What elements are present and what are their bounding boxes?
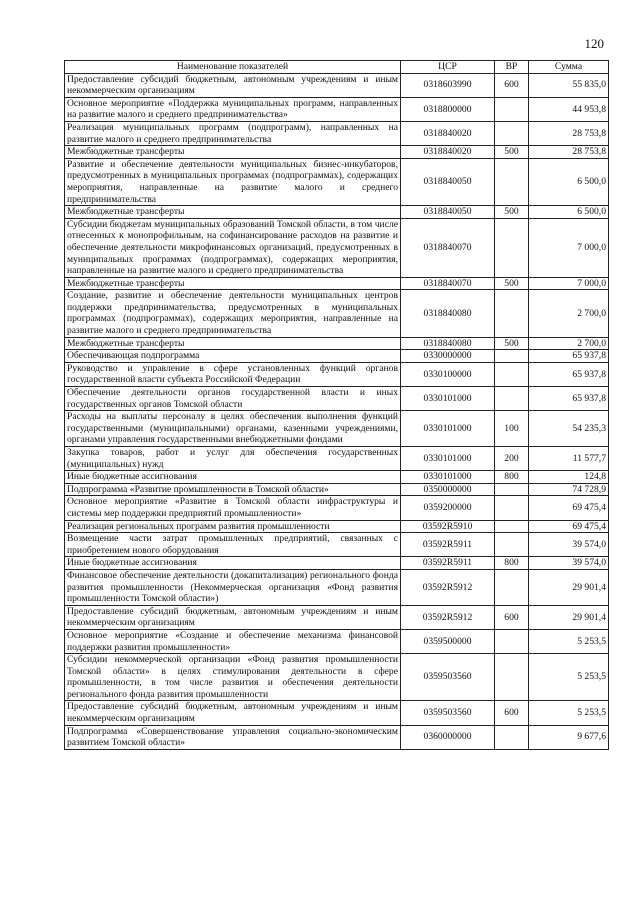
cell-name: Предоставление субсидий бюджетным, автономным учреждениям и иным некоммерческим организациям: [65, 701, 401, 725]
cell-sum: 6 500,0: [529, 158, 609, 205]
table-row: [65, 290, 609, 337]
cell-code: 0330101000: [401, 411, 495, 447]
cell-vr: [495, 483, 529, 496]
cell-code: 03592R5911: [401, 533, 495, 557]
cell-code: 0330101000: [401, 447, 495, 471]
cell-code: 0318840080: [401, 337, 495, 350]
cell-sum: 7 000,0: [529, 218, 609, 277]
cell-vr: 100: [495, 411, 529, 447]
cell-vr: [495, 520, 529, 533]
cell-vr: [495, 158, 529, 205]
cell-sum: 9 677,6: [529, 725, 609, 749]
cell-vr: [495, 121, 529, 145]
table-row: [65, 471, 609, 484]
cell-code: 0318840080: [401, 290, 495, 337]
table-row: [65, 146, 609, 159]
cell-sum: 124,8: [529, 471, 609, 484]
table-row: [65, 483, 609, 496]
cell-name: Иные бюджетные ассигнования: [65, 557, 401, 570]
cell-code: 0318800000: [401, 97, 495, 121]
cell-sum: 55 835,0: [529, 73, 609, 97]
table-row: [65, 97, 609, 121]
cell-vr: [495, 569, 529, 605]
cell-vr: 600: [495, 605, 529, 629]
cell-vr: [495, 654, 529, 701]
table-row: [65, 411, 609, 447]
cell-code: 03592R5910: [401, 520, 495, 533]
cell-code: 03592R5911: [401, 557, 495, 570]
cell-vr: [495, 387, 529, 411]
cell-vr: [495, 629, 529, 653]
cell-sum: 5 253,5: [529, 654, 609, 701]
cell-code: 0350000000: [401, 483, 495, 496]
cell-name: Закупка товаров, работ и услуг для обеспечения государственных (муниципальных) нужд: [65, 447, 401, 471]
cell-code: 0330101000: [401, 387, 495, 411]
table-row: [65, 337, 609, 350]
table-row: [65, 158, 609, 205]
cell-name: Иные бюджетные ассигнования: [65, 471, 401, 484]
cell-sum: 7 000,0: [529, 277, 609, 290]
cell-sum: 11 577,7: [529, 447, 609, 471]
cell-name: Субсидии некоммерческой организации «Фонд развития промышленности Томской области» в целях стимулирования деятельности в сфере промышленности, в том числе развития и обеспечения деятельности регионального фонда развития промышленности: [65, 654, 401, 701]
cell-sum: 65 937,8: [529, 350, 609, 363]
cell-code: 0318840070: [401, 218, 495, 277]
cell-vr: [495, 533, 529, 557]
table-row: [65, 496, 609, 520]
table-row: [65, 725, 609, 749]
header-code: ЦСР: [401, 61, 495, 74]
cell-vr: [495, 218, 529, 277]
cell-name: Основное мероприятие «Создание и обеспечение механизма финансовой поддержки развития промышленности»: [65, 629, 401, 653]
cell-name: Межбюджетные трансферты: [65, 337, 401, 350]
cell-vr: 500: [495, 146, 529, 159]
cell-name: Расходы на выплаты персоналу в целях обеспечения выполнения функций государственными (муниципальными) органами, казенными учреждениями, органами управления государственными внебюджетными фондами: [65, 411, 401, 447]
cell-vr: 600: [495, 701, 529, 725]
cell-sum: 6 500,0: [529, 206, 609, 219]
cell-code: 0359500000: [401, 629, 495, 653]
cell-name: Основное мероприятие «Развитие в Томской области инфраструктуры и системы мер поддержки предприятий промышленности»: [65, 496, 401, 520]
cell-name: Обеспечивающая подпрограмма: [65, 350, 401, 363]
table-row: [65, 605, 609, 629]
header-name: Наименование показателей: [65, 61, 401, 74]
cell-name: Создание, развитие и обеспечение деятельности муниципальных центров поддержки предпринимательства, предусмотренных в муниципальных программах (подпрограммах), содержащих мероприятия, направленные на развитие малого и среднего предпринимательства: [65, 290, 401, 337]
cell-vr: 500: [495, 206, 529, 219]
table-row: [65, 701, 609, 725]
cell-code: 0330100000: [401, 362, 495, 386]
cell-code: 0359503560: [401, 654, 495, 701]
cell-sum: 29 901,4: [529, 605, 609, 629]
cell-code: 0360000000: [401, 725, 495, 749]
cell-vr: 800: [495, 471, 529, 484]
table-row: [65, 557, 609, 570]
cell-name: Реализация региональных программ развития промышленности: [65, 520, 401, 533]
cell-sum: 65 937,8: [529, 362, 609, 386]
table-row: [65, 121, 609, 145]
cell-sum: 54 235,3: [529, 411, 609, 447]
cell-vr: [495, 496, 529, 520]
cell-code: 0318840050: [401, 158, 495, 205]
cell-name: Основное мероприятие «Поддержка муниципальных программ, направленных на развитие малого и среднего предпринимательства»: [65, 97, 401, 121]
cell-vr: 500: [495, 277, 529, 290]
table-row: [65, 350, 609, 363]
table-row: [65, 206, 609, 219]
table-row: [65, 569, 609, 605]
cell-name: Межбюджетные трансферты: [65, 277, 401, 290]
cell-name: Подпрограмма «Развитие промышленности в Томской области»: [65, 483, 401, 496]
cell-vr: [495, 97, 529, 121]
cell-code: 0330000000: [401, 350, 495, 363]
page-number: 120: [584, 36, 604, 51]
cell-code: 0318840020: [401, 121, 495, 145]
cell-code: 03592R5912: [401, 569, 495, 605]
cell-sum: 65 937,8: [529, 387, 609, 411]
budget-table: [64, 60, 609, 750]
cell-code: 0330101000: [401, 471, 495, 484]
cell-code: 0359503560: [401, 701, 495, 725]
cell-sum: 5 253,5: [529, 701, 609, 725]
cell-vr: [495, 362, 529, 386]
table-header-row: [65, 61, 609, 74]
cell-vr: [495, 350, 529, 363]
cell-name: Руководство и управление в сфере установленных функций органов государственной власти субъекта Российской Федерации: [65, 362, 401, 386]
cell-name: Предоставление субсидий бюджетным, автономным учреждениям и иным некоммерческим организациям: [65, 605, 401, 629]
cell-sum: 74 728,9: [529, 483, 609, 496]
cell-vr: 800: [495, 557, 529, 570]
cell-name: Финансовое обеспечение деятельности (докапитализация) регионального фонда развития промышленности (Некоммерческая организация «Фонд развития промышленности Томской области»): [65, 569, 401, 605]
table-row: [65, 533, 609, 557]
cell-sum: 28 753,8: [529, 121, 609, 145]
cell-sum: 28 753,8: [529, 146, 609, 159]
table-row: [65, 218, 609, 277]
cell-name: Возмещение части затрат промышленных предприятий, связанных с приобретением нового оборудования: [65, 533, 401, 557]
table-row: [65, 629, 609, 653]
cell-name: Межбюджетные трансферты: [65, 146, 401, 159]
cell-name: Развитие и обеспечение деятельности муниципальных бизнес-инкубаторов, предусмотренных в муниципальных программах (подпрограммах), содержащих мероприятия, направленные на развитие малого и среднего предпринимательства: [65, 158, 401, 205]
cell-name: Обеспечение деятельности органов государственной власти и иных государственных органов Томской области: [65, 387, 401, 411]
table-row: [65, 387, 609, 411]
cell-code: 0318840070: [401, 277, 495, 290]
cell-vr: 200: [495, 447, 529, 471]
cell-name: Реализация муниципальных программ (подпрограмм), направленных на развитие малого и среднего предпринимательства: [65, 121, 401, 145]
cell-code: 0318840050: [401, 206, 495, 219]
table-row: [65, 447, 609, 471]
cell-sum: 5 253,5: [529, 629, 609, 653]
cell-code: 0318603990: [401, 73, 495, 97]
table-row: [65, 654, 609, 701]
cell-vr: 500: [495, 337, 529, 350]
cell-sum: 29 901,4: [529, 569, 609, 605]
cell-code: 0318840020: [401, 146, 495, 159]
table-row: [65, 277, 609, 290]
table-row: [65, 73, 609, 97]
cell-code: 0359200000: [401, 496, 495, 520]
header-vr: ВР: [495, 61, 529, 74]
cell-sum: 39 574,0: [529, 533, 609, 557]
cell-name: Субсидии бюджетам муниципальных образований Томской области, в том числе отнесенных к монопрофильным, на софинансирование расходов на развитие и обеспечение деятельности микрофинансовых организаций, предусмотренных в муниципальных программах (подпрограммах), содержащих мероприятия, направленные на развитие малого и среднего предпринимательства: [65, 218, 401, 277]
cell-vr: [495, 290, 529, 337]
header-sum: Сумма: [529, 61, 609, 74]
cell-sum: 39 574,0: [529, 557, 609, 570]
cell-name: Подпрограмма «Совершенствование управления социально-экономическим развитием Томской области»: [65, 725, 401, 749]
cell-vr: [495, 725, 529, 749]
cell-sum: 69 475,4: [529, 520, 609, 533]
table-row: [65, 362, 609, 386]
cell-sum: 2 700,0: [529, 337, 609, 350]
cell-sum: 2 700,0: [529, 290, 609, 337]
cell-sum: 69 475,4: [529, 496, 609, 520]
cell-sum: 44 953,8: [529, 97, 609, 121]
cell-name: Межбюджетные трансферты: [65, 206, 401, 219]
table-row: [65, 520, 609, 533]
cell-vr: 600: [495, 73, 529, 97]
cell-name: Предоставление субсидий бюджетным, автономным учреждениям и иным некоммерческим организациям: [65, 73, 401, 97]
cell-code: 03592R5912: [401, 605, 495, 629]
